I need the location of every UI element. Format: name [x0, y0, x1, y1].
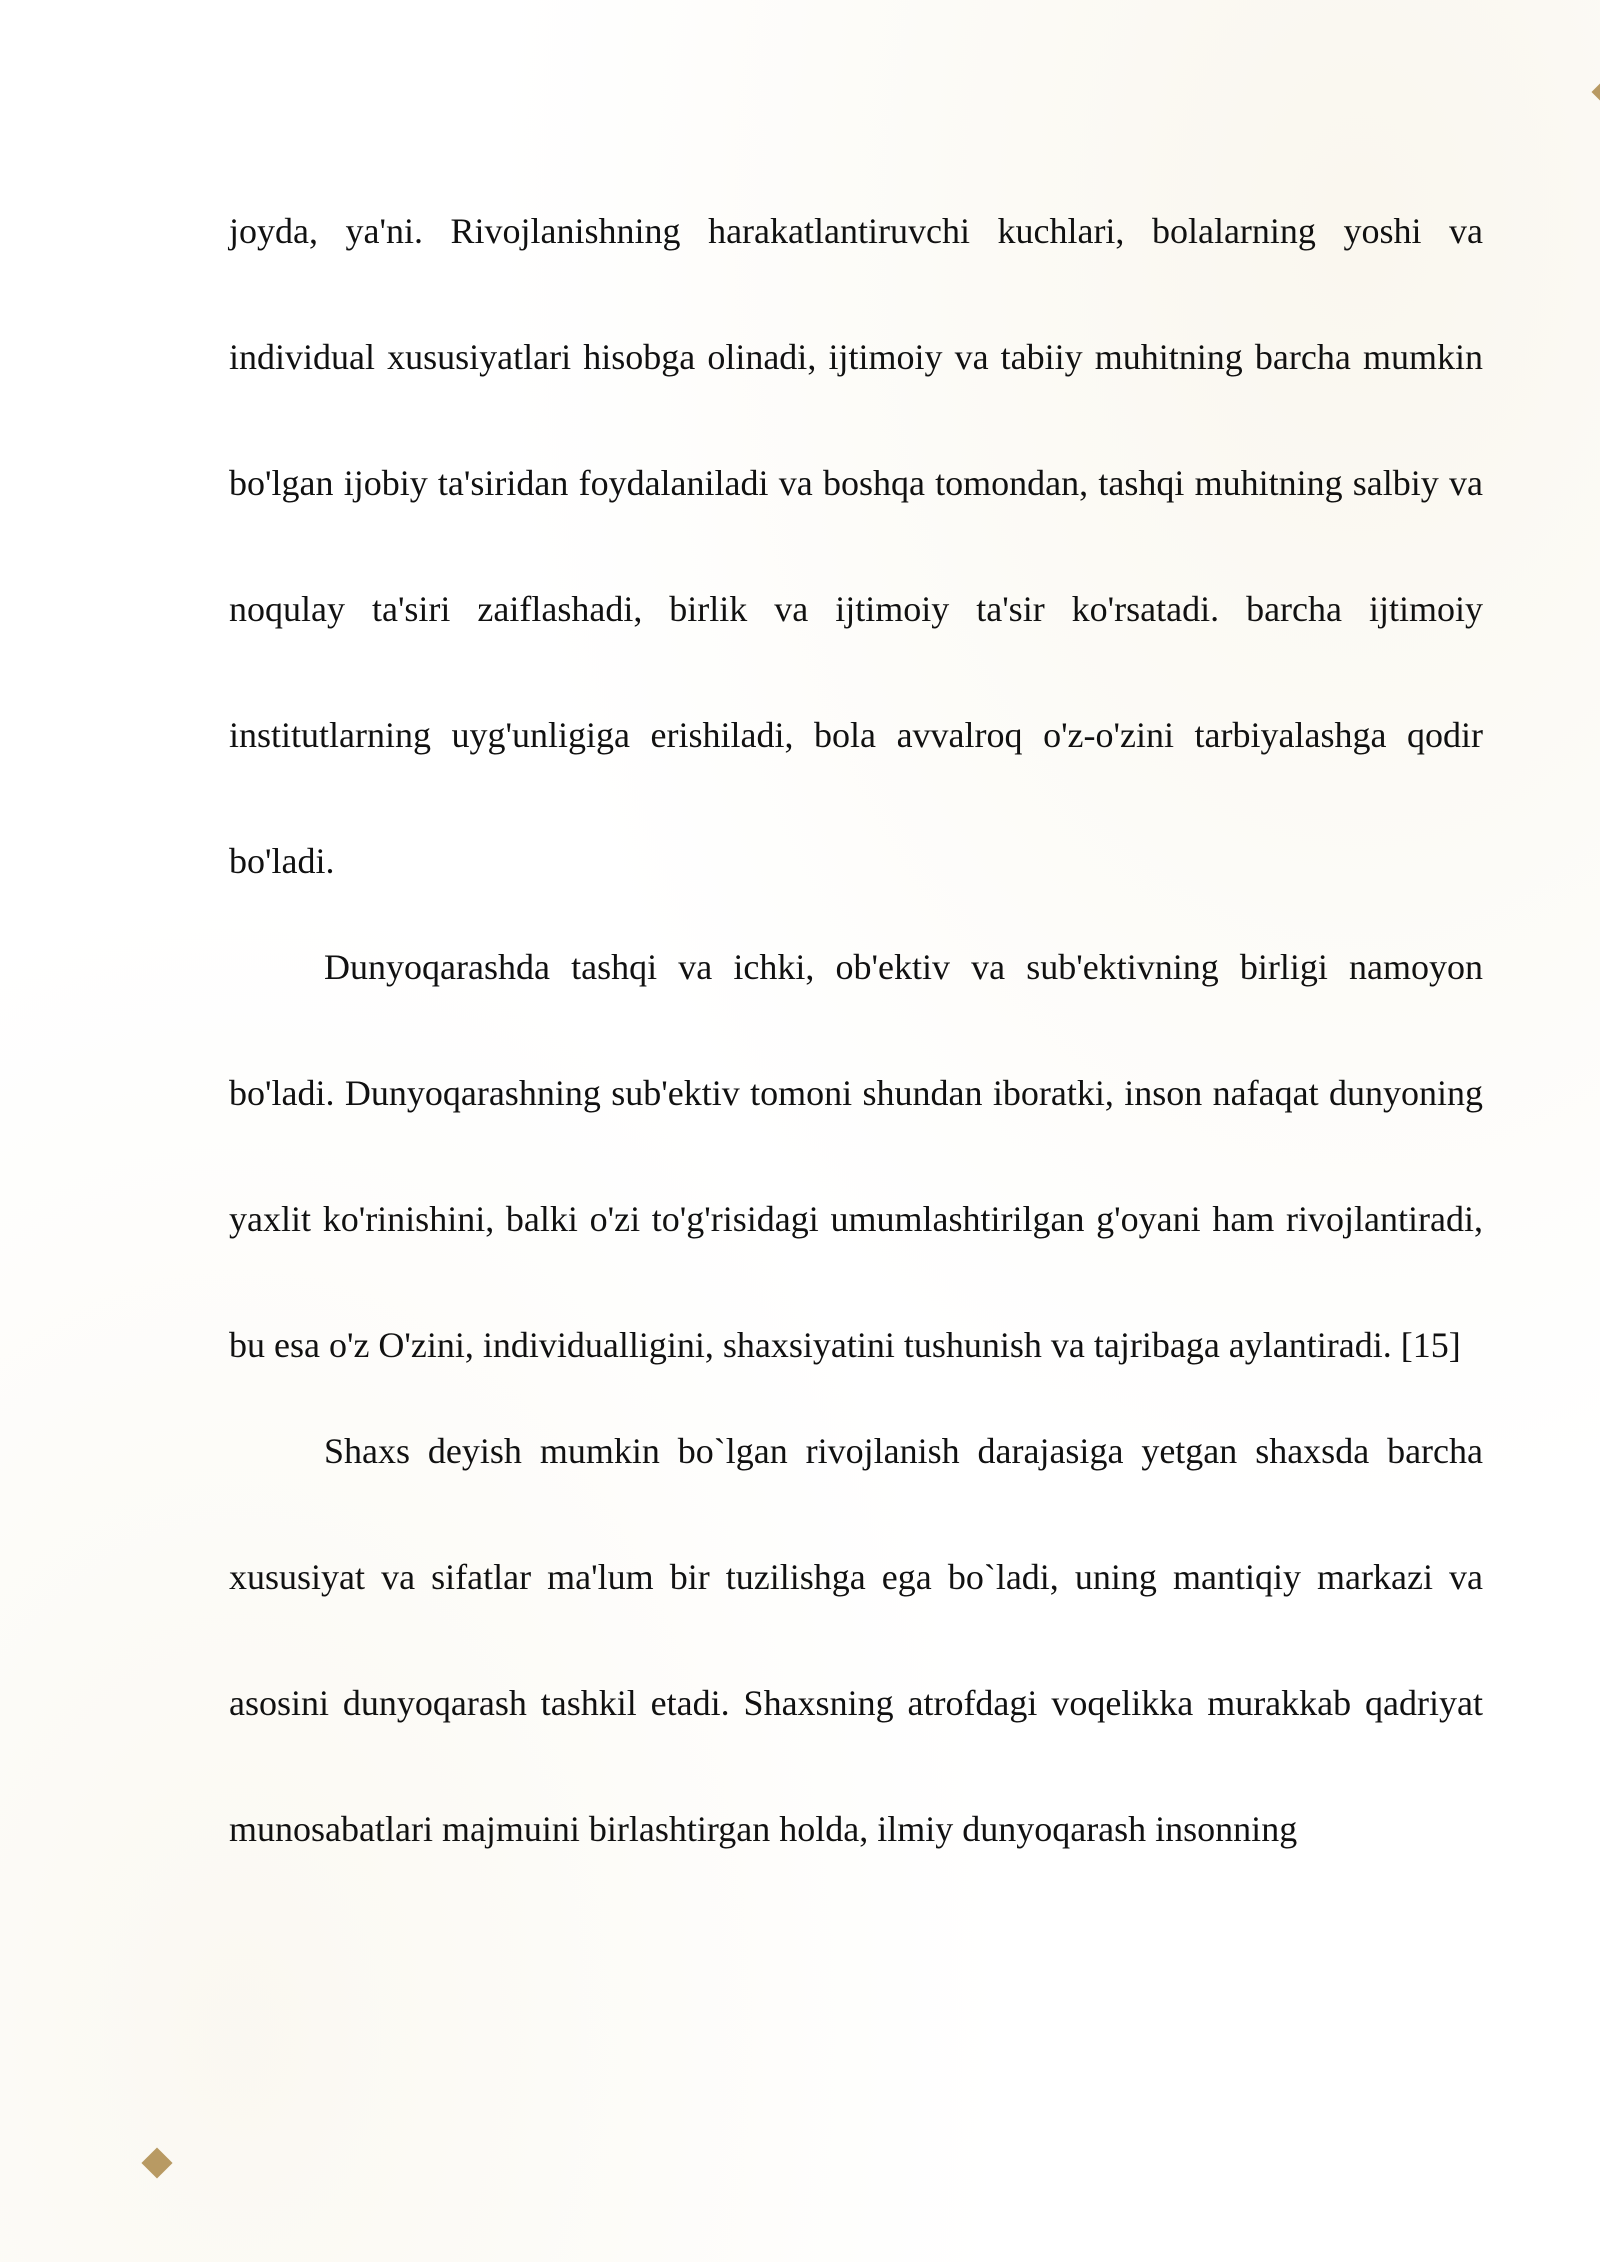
document-body	[229, 168, 1483, 1892]
paragraph: Dunyoqarashda tashqi va ichki, ob'ektiv va sub'ektivning birligi namoyon bo'ladi. Dunyoqarashning sub'ektiv tomoni shundan iboratki, inson nafaqat dunyoning yaxlit ko'rinishini, balki o'zi to'g'risidagi umumlashtirilgan g'oyani ham rivojlantiradi, bu esa o'z O'zini, individualligini, shaxsiyatini tushunish va tajribaga aylantiradi. [15]	[229, 947, 1483, 1365]
paragraph: Shaxs deyish mumkin bo`lgan rivojlanish darajasiga yetgan shaxsda barcha xususiyat va sifatlar ma'lum bir tuzilishga ega bo`ladi, uning mantiqiy markazi va asosini dunyoqarash tashkil etadi. Shaxsning atrofdagi voqelikka murakkab qadriyat munosabatlari majmuini birlashtirgan holda, ilmiy dunyoqarash insonning	[229, 1431, 1483, 1849]
paragraph: joyda, ya'ni. Rivojlanishning harakatlantiruvchi kuchlari, bolalarning yoshi va individual xususiyatlari hisobga olinadi, ijtimoiy va tabiiy muhitning barcha mumkin bo'lgan ijobiy ta'siridan foydalaniladi va boshqa tomondan, tashqi muhitning salbiy va noqulay ta'siri zaiflashadi, birlik va ijtimoiy ta'sir ko'rsatadi. barcha ijtimoiy institutlarning uyg'unligiga erishiladi, bola avvalroq o'z-o'zini tarbiyalashga qodir bo'ladi.	[229, 211, 1483, 881]
